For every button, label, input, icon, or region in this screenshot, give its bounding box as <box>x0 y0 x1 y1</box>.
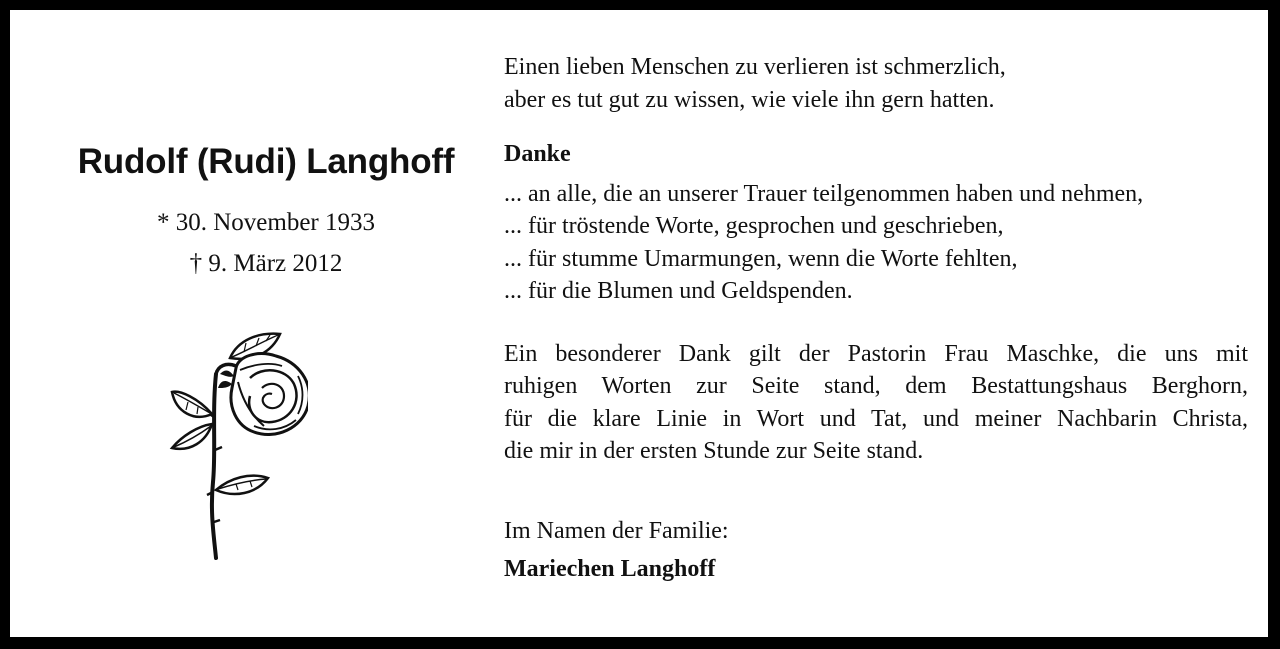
special-line: ruhigen Worten zur Seite stand, dem Bestattungshaus Berghorn, <box>504 373 1248 399</box>
special-line: Ein besonderer Dank gilt der Pastorin Frau Maschke, die uns mit <box>504 340 1248 367</box>
special-line: für die klare Linie in Wort und Tat, und meiner Nachbarin Christa, <box>504 405 1248 432</box>
thanks-list <box>504 178 1248 308</box>
intro-paragraph <box>504 51 1248 116</box>
family-signature <box>504 512 1248 588</box>
special-line: die mir in der ersten Stunde zur Seite stand. <box>504 438 924 464</box>
deceased-name: Rudolf (Rudi) Langhoff <box>77 142 455 181</box>
death-date: † 9. März 2012 <box>189 250 343 277</box>
intro-line: aber es tut gut zu wissen, wie viele ihn gern hatten. <box>504 86 995 113</box>
thanks-line: ... für die Blumen und Geldspenden. <box>504 278 853 304</box>
thanks-line: ... an alle, die an unserer Trauer teilgenommen haben und nehmen, <box>504 180 1144 207</box>
thanks-heading: Danke <box>504 141 571 167</box>
special-thanks-paragraph <box>504 338 1248 468</box>
message-text <box>504 51 1248 588</box>
birth-date: * 30. November 1933 <box>156 209 376 236</box>
thanks-line: ... für stumme Umarmungen, wenn die Worte fehlten, <box>504 245 1018 272</box>
on-behalf-label: Im Namen der Familie: <box>504 517 729 544</box>
life-dates <box>10 202 522 284</box>
signatory-name: Mariechen Langhoff <box>504 555 716 582</box>
obituary-card <box>10 10 1268 637</box>
intro-line: Einen lieben Menschen zu verlieren ist schmerzlich, <box>504 54 1006 80</box>
rose-icon <box>158 322 308 562</box>
thanks-line: ... für tröstende Worte, gesprochen und geschrieben, <box>504 213 1004 239</box>
